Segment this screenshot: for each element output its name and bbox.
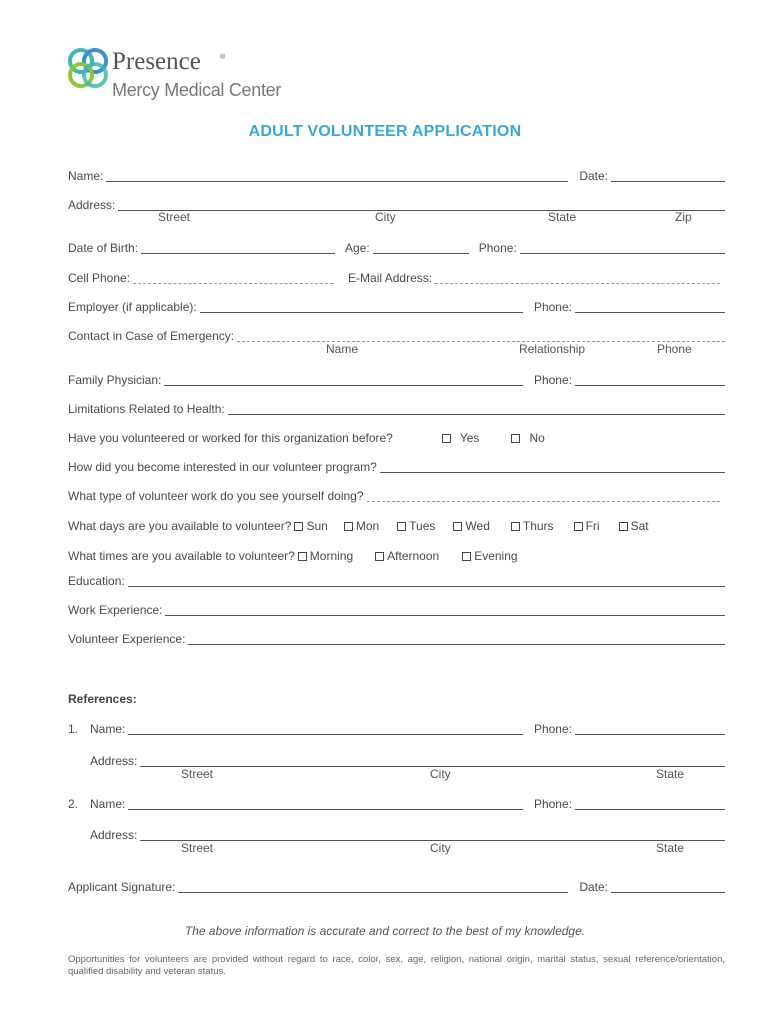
emergency-label: Contact in Case of Emergency:: [68, 329, 235, 343]
interested-field[interactable]: [380, 460, 725, 473]
reference-1-address-row: [90, 752, 725, 768]
times-question: What times are you available to volunteer?: [68, 549, 295, 563]
reference-2-name-row: [68, 795, 725, 811]
reference-2-state-caption: State: [656, 841, 685, 855]
email-field[interactable]: [435, 271, 720, 284]
education-row: [68, 572, 725, 588]
signature-label: Applicant Signature:: [68, 880, 176, 894]
logo-name: Presence: [112, 48, 201, 75]
reference-1-number: 1.: [68, 722, 79, 736]
employer-label: Employer (if applicable):: [68, 300, 197, 314]
interested-row: [68, 458, 725, 474]
reference-1-address-label: Address:: [90, 754, 138, 768]
volunteered-before-row: [68, 429, 725, 445]
cell-phone-field[interactable]: [133, 271, 333, 284]
address-zip-caption: Zip: [675, 210, 692, 224]
reference-2-address-field[interactable]: [140, 828, 725, 841]
reference-2-name-field[interactable]: [128, 797, 523, 810]
days-row: [68, 517, 725, 533]
fri-label: Fri: [585, 519, 600, 533]
work-experience-field[interactable]: [165, 603, 725, 616]
signature-field[interactable]: [178, 880, 568, 893]
phone-label: Phone:: [478, 241, 517, 255]
volunteer-experience-label: Volunteer Experience:: [68, 632, 186, 646]
day-option-tues[interactable]: [397, 519, 435, 533]
limitations-label: Limitations Related to Health:: [68, 402, 225, 416]
reference-2-name-label: Name:: [90, 797, 126, 811]
phone-field[interactable]: [520, 241, 725, 254]
yes-option[interactable]: [442, 431, 480, 445]
physician-label: Family Physician:: [68, 373, 162, 387]
reference-1-city-caption: City: [430, 767, 451, 781]
reference-1-street-caption: Street: [181, 767, 214, 781]
address-state-caption: State: [548, 210, 577, 224]
morning-label: Morning: [309, 549, 354, 563]
emergency-name-caption: Name: [326, 342, 359, 356]
interested-label: How did you become interested in our volunteer program?: [68, 460, 377, 474]
signature-row: [68, 878, 725, 894]
age-field[interactable]: [373, 241, 469, 254]
signature-date-label: Date:: [579, 880, 608, 894]
limitations-field[interactable]: [228, 402, 725, 415]
tues-label: Tues: [409, 519, 436, 533]
thurs-checkbox[interactable]: [511, 522, 520, 531]
no-label: No: [529, 431, 545, 445]
references-heading: References:: [68, 692, 137, 706]
reference-1-name-row: [68, 720, 725, 736]
sat-label: Sat: [630, 519, 649, 533]
page-title: ADULT VOLUNTEER APPLICATION: [248, 123, 522, 140]
employer-phone-field[interactable]: [575, 300, 725, 313]
no-option[interactable]: [511, 431, 544, 445]
day-option-thurs[interactable]: [511, 519, 554, 533]
evening-checkbox[interactable]: [462, 552, 471, 561]
non-discrimination-disclaimer: Opportunities for volunteers are provided without regard to race, color, sex, age, religion, national origin, marital status, sexual reference/orientation, qualified disability and veteran status.: [68, 954, 725, 977]
thurs-label: Thurs: [522, 519, 554, 533]
reference-2-address-row: [90, 826, 725, 842]
day-option-wed[interactable]: [453, 519, 489, 533]
work-type-field[interactable]: [367, 489, 721, 502]
afternoon-checkbox[interactable]: [375, 552, 384, 561]
fri-checkbox[interactable]: [574, 522, 583, 531]
day-option-fri[interactable]: [574, 519, 600, 533]
sun-label: Sun: [306, 519, 328, 533]
emergency-relationship-caption: Relationship: [519, 342, 586, 356]
yes-checkbox[interactable]: [442, 434, 451, 443]
emergency-phone-caption: Phone: [657, 342, 692, 356]
days-question: What days are you available to volunteer?: [68, 519, 292, 533]
reference-1-name-field[interactable]: [128, 722, 523, 735]
reference-2-city-caption: City: [430, 841, 451, 855]
limitations-row: [68, 400, 725, 416]
day-option-mon[interactable]: [344, 519, 379, 533]
reference-1-phone-field[interactable]: [575, 722, 725, 735]
physician-row: [68, 371, 725, 387]
name-field[interactable]: [106, 169, 568, 182]
emergency-field[interactable]: [237, 329, 725, 342]
reference-2-address-label: Address:: [90, 828, 138, 842]
email-label: E-Mail Address:: [348, 271, 433, 285]
tues-checkbox[interactable]: [397, 522, 406, 531]
employer-row: [68, 298, 725, 314]
sun-checkbox[interactable]: [294, 522, 303, 531]
physician-phone-field[interactable]: [575, 373, 725, 386]
wed-checkbox[interactable]: [453, 522, 462, 531]
dob-row: [68, 239, 725, 255]
work-type-row: [68, 487, 725, 503]
afternoon-label: Afternoon: [387, 549, 440, 563]
name-date-row: [68, 167, 725, 183]
employer-phone-label: Phone:: [533, 300, 572, 314]
education-label: Education:: [68, 574, 125, 588]
sat-checkbox[interactable]: [619, 522, 628, 531]
morning-checkbox[interactable]: [298, 552, 307, 561]
dob-label: Date of Birth:: [68, 241, 139, 255]
address-street-caption: Street: [158, 210, 191, 224]
cell-row: [68, 269, 725, 285]
emergency-row: [68, 327, 725, 343]
employer-field[interactable]: [200, 300, 523, 313]
reference-2-number: 2.: [68, 797, 79, 811]
name-label: Name:: [68, 169, 104, 183]
volunteer-experience-field[interactable]: [188, 632, 725, 645]
presence-logo-icon: [66, 46, 110, 90]
physician-phone-label: Phone:: [533, 373, 572, 387]
education-field[interactable]: [128, 574, 725, 587]
address-field[interactable]: [118, 198, 725, 211]
dob-field[interactable]: [141, 241, 335, 254]
volunteer-experience-row: [68, 630, 725, 646]
volunteered-before-question: Have you volunteered or worked for this organization before?: [68, 431, 393, 445]
mon-checkbox[interactable]: [344, 522, 353, 531]
date-field[interactable]: [611, 169, 725, 182]
cell-phone-label: Cell Phone:: [68, 271, 131, 285]
yes-label: Yes: [459, 431, 480, 445]
reference-1-address-field[interactable]: [140, 754, 725, 767]
times-row: [68, 547, 725, 563]
logo-registered-mark: ®: [220, 54, 226, 61]
reference-2-street-caption: Street: [181, 841, 214, 855]
date-label: Date:: [579, 169, 608, 183]
logo: [66, 44, 306, 104]
day-option-sun[interactable]: [294, 519, 327, 533]
reference-2-phone-label: Phone:: [533, 797, 572, 811]
wed-label: Wed: [465, 519, 490, 533]
age-label: Age:: [345, 241, 370, 255]
address-label: Address:: [68, 198, 116, 212]
reference-1-phone-label: Phone:: [533, 722, 572, 736]
mon-label: Mon: [355, 519, 380, 533]
time-option-afternoon[interactable]: [375, 549, 439, 563]
no-checkbox[interactable]: [511, 434, 520, 443]
time-option-morning[interactable]: [298, 549, 353, 563]
time-option-evening[interactable]: [462, 549, 517, 563]
evening-label: Evening: [474, 549, 518, 563]
day-option-sat[interactable]: [619, 519, 649, 533]
physician-field[interactable]: [164, 373, 523, 386]
work-type-label: What type of volunteer work do you see yourself doing?: [68, 489, 364, 503]
reference-1-state-caption: State: [656, 767, 685, 781]
signature-date-field[interactable]: [611, 880, 725, 893]
accuracy-statement: The above information is accurate and correct to the best of my knowledge.: [184, 924, 586, 938]
work-experience-label: Work Experience:: [68, 603, 163, 617]
logo-subtitle: Mercy Medical Center: [112, 80, 282, 100]
work-experience-row: [68, 601, 725, 617]
reference-2-phone-field[interactable]: [575, 797, 725, 810]
address-city-caption: City: [375, 210, 396, 224]
reference-1-name-label: Name:: [90, 722, 126, 736]
